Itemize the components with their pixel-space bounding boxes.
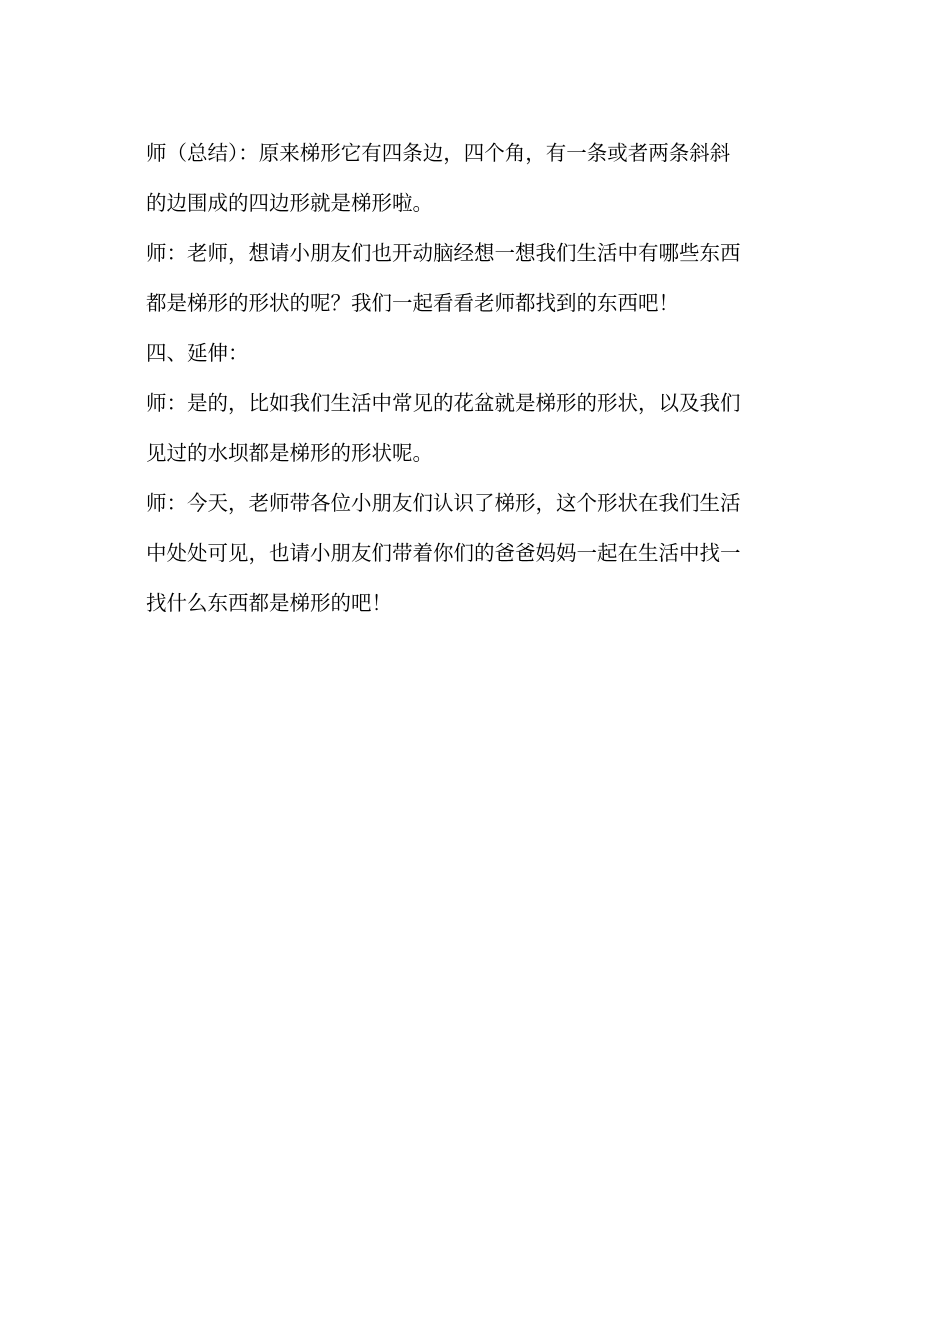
text-line: 师：今天，老师带各位小朋友们认识了梯形，这个形状在我们生活	[146, 491, 741, 515]
text-line: 中处处可见，也请小朋友们带着你们的爸爸妈妈一起在生活中找一	[146, 541, 741, 565]
section-heading-extension	[146, 328, 816, 378]
document-body	[146, 128, 816, 628]
text-line: 找什么东西都是梯形的吧！	[146, 591, 392, 615]
text-line: 都是梯形的形状的呢？我们一起看看老师都找到的东西吧！	[146, 291, 679, 315]
paragraph-question	[146, 228, 816, 328]
text-line: 的边围成的四边形就是梯形啦。	[146, 191, 433, 215]
paragraph-closing	[146, 478, 816, 628]
paragraph-summary	[146, 128, 816, 228]
text-line: 师：老师，想请小朋友们也开动脑经想一想我们生活中有哪些东西	[146, 241, 741, 265]
paragraph-examples	[146, 378, 816, 478]
text-line: 师：是的，比如我们生活中常见的花盆就是梯形的形状，以及我们	[146, 391, 741, 415]
section-heading: 四、延伸：	[146, 341, 249, 365]
text-line: 师（总结）：原来梯形它有四条边，四个角，有一条或者两条斜斜	[146, 141, 731, 165]
text-line: 见过的水坝都是梯形的形状呢。	[146, 441, 433, 465]
